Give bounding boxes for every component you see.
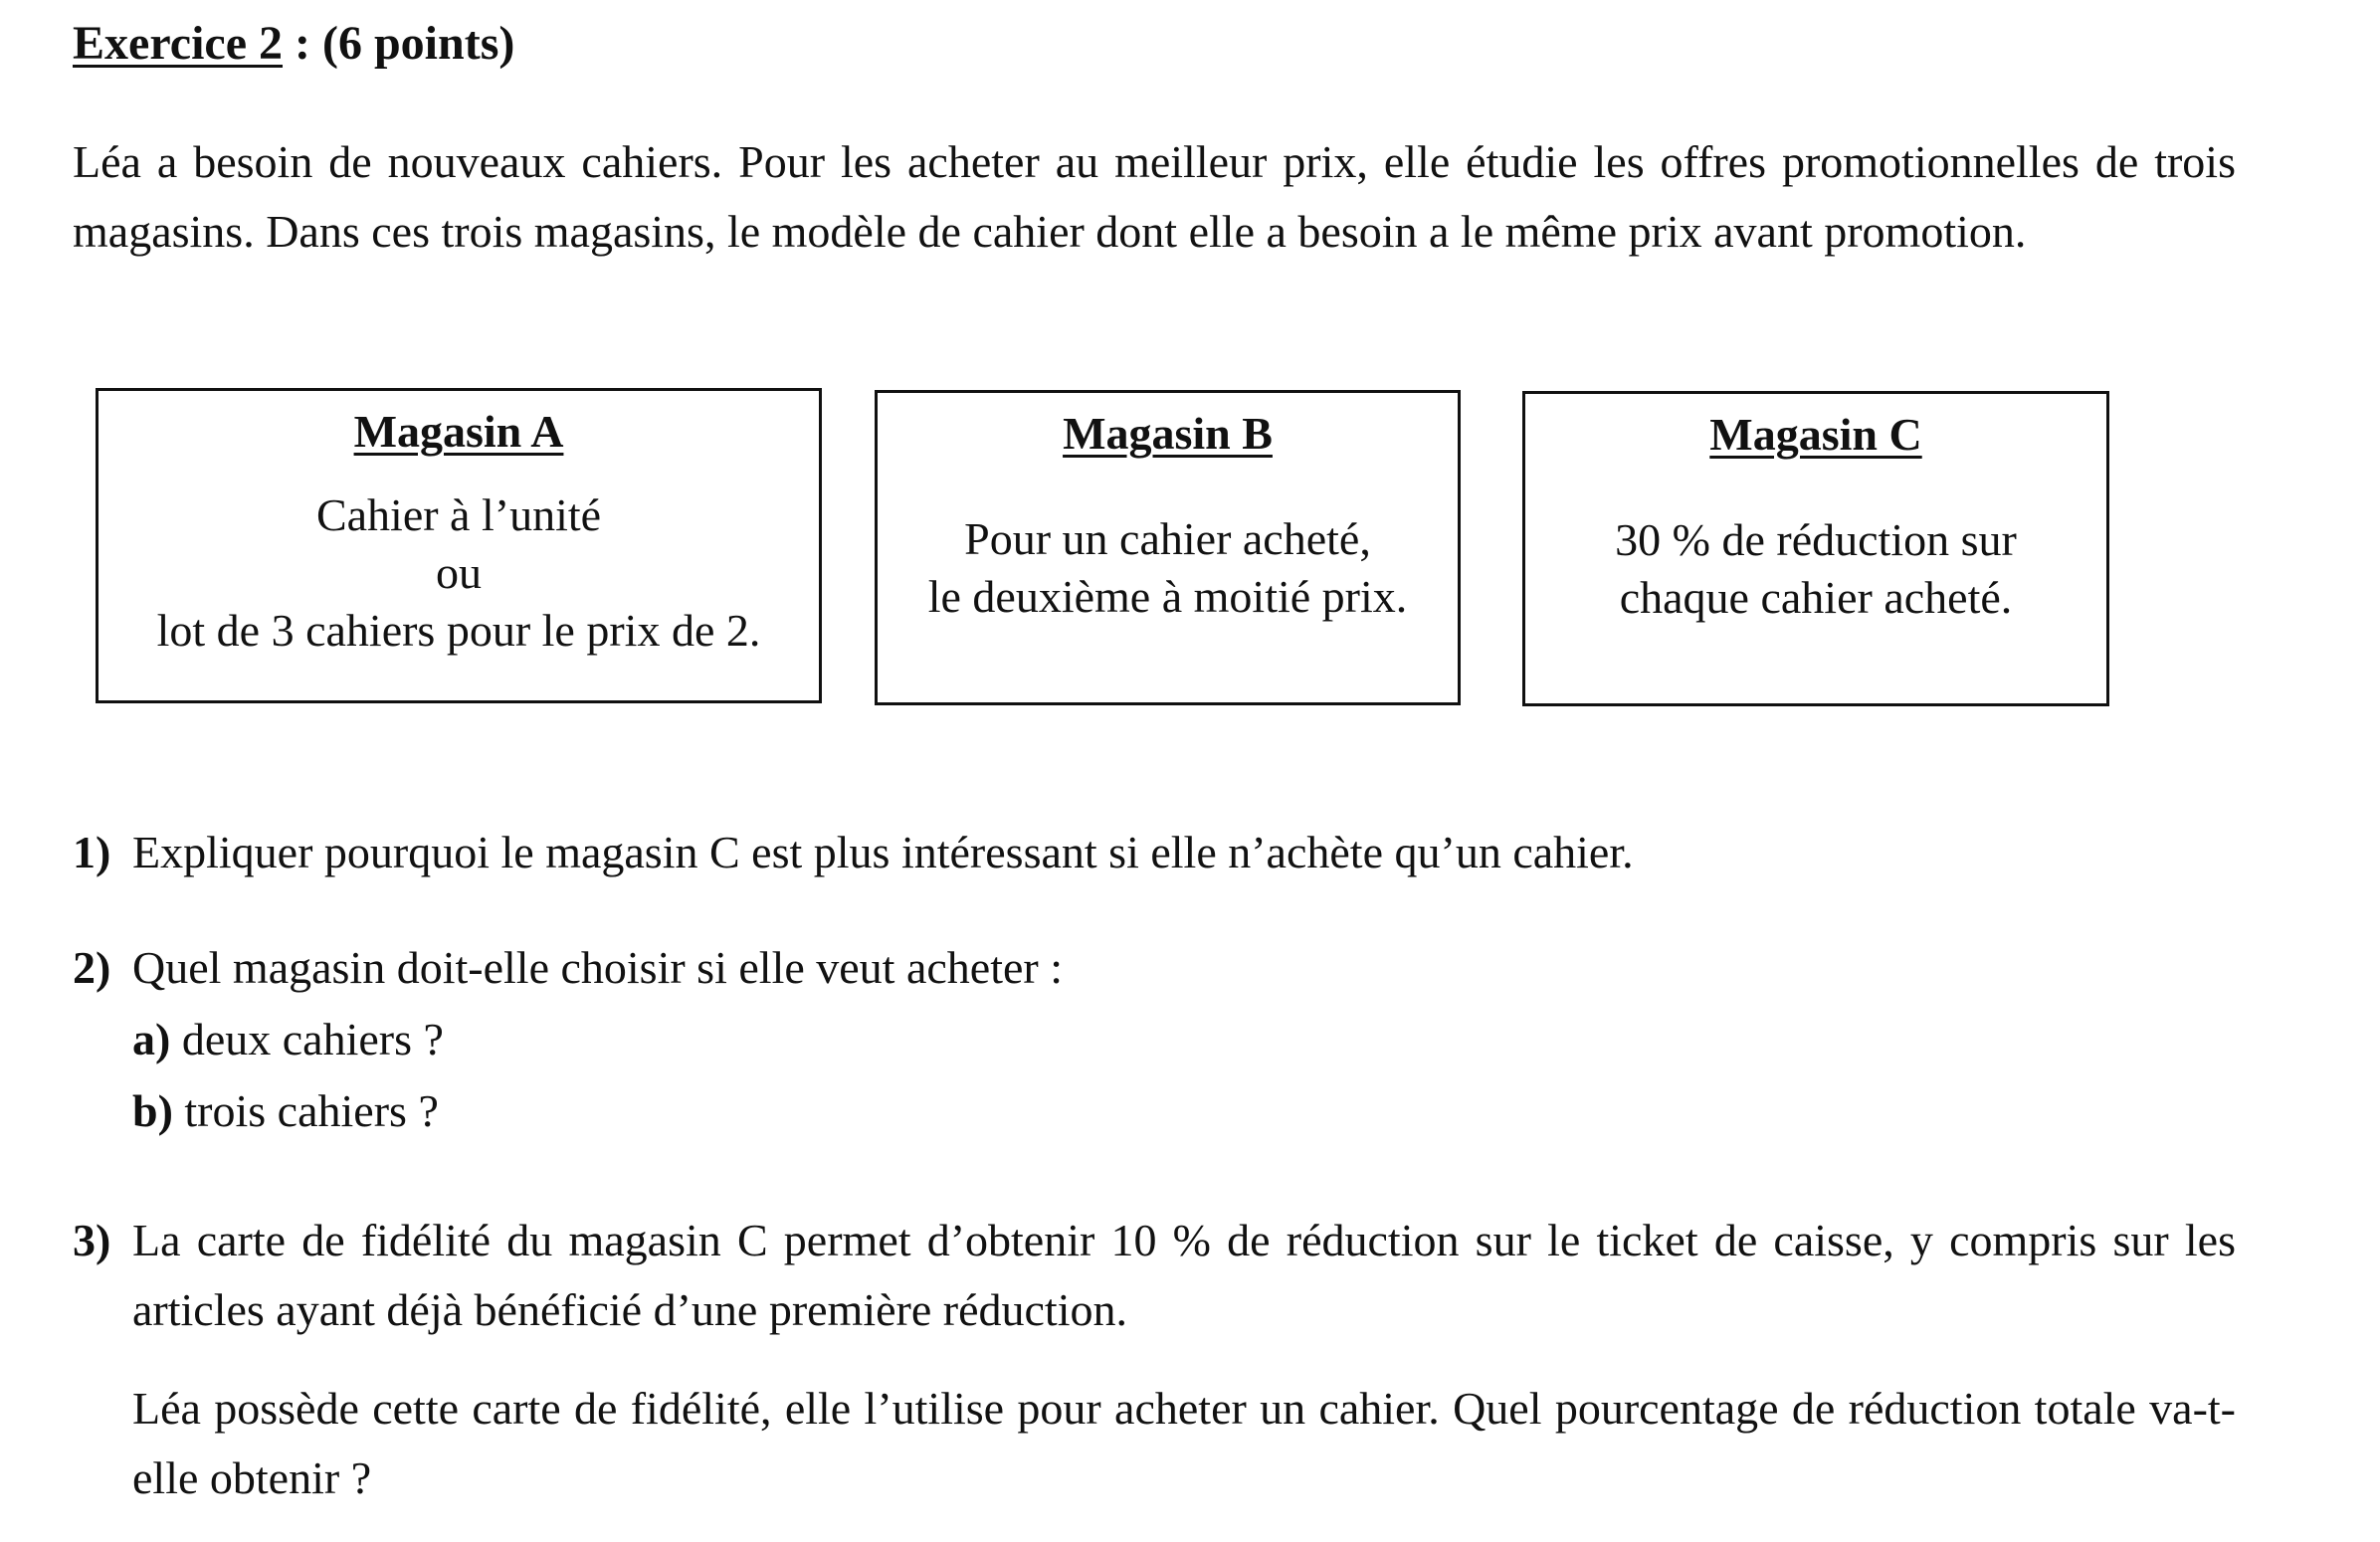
store-c-line-1: 30 % de réduction sur — [1615, 514, 2017, 565]
store-b-offer — [878, 510, 1458, 626]
store-box-a — [96, 388, 822, 703]
question-2b — [132, 1076, 439, 1146]
exercise-points: : (6 points) — [283, 17, 515, 70]
question-3-number: 3) — [73, 1215, 111, 1265]
store-b-line-1: Pour un cahier acheté, — [964, 513, 1371, 564]
exercise-title: Exercice 2 — [73, 17, 284, 70]
store-a-line-1: Cahier à l’unité — [315, 489, 602, 540]
question-3 — [73, 1206, 2236, 1345]
store-a-title: Magasin A — [353, 406, 564, 457]
question-2 — [73, 933, 1063, 1003]
question-2a-text: deux cahiers ? — [181, 1014, 444, 1064]
store-box-b — [875, 390, 1461, 705]
question-2b-label: b) — [132, 1085, 173, 1136]
question-3-followup: Léa possède cette carte de fidélité, elle l’utilise pour acheter un cahier. Quel pourcentage de réduction totale va-t-elle obtenir ? — [132, 1383, 2236, 1503]
question-1-text: Expliquer pourquoi le magasin C est plus intéressant si elle n’achète qu’un cahier. — [132, 827, 1634, 877]
store-b-line-2: le deuxième à moitié prix. — [927, 571, 1408, 622]
question-1 — [73, 818, 1634, 887]
question-2b-text: trois cahiers ? — [184, 1085, 439, 1136]
question-2-number: 2) — [73, 942, 111, 993]
store-box-c — [1522, 391, 2109, 706]
store-a-offer — [99, 486, 819, 660]
question-1-number: 1) — [73, 827, 111, 877]
question-2a-label: a) — [132, 1014, 171, 1064]
store-a-line-3: lot de 3 cahiers pour le prix de 2. — [156, 605, 761, 656]
store-b-title: Magasin B — [1063, 408, 1273, 459]
intro-paragraph: Léa a besoin de nouveaux cahiers. Pour les acheter au meilleur prix, elle étudie les offres promotionnelles de trois magasins. Dans ces trois magasins, le modèle de cahier dont elle a besoin a le même prix avant promotion. — [73, 136, 2236, 257]
exercise-heading — [73, 14, 514, 74]
question-3-text: La carte de fidélité du magasin C permet d’obtenir 10 % de réduction sur le ticket de caisse, y compris sur les articles ayant déjà bénéficié d’une première réduction. — [132, 1215, 2236, 1335]
question-2-text: Quel magasin doit-elle choisir si elle veut acheter : — [132, 942, 1064, 993]
store-a-line-2: ou — [436, 547, 482, 598]
store-c-title: Magasin C — [1709, 409, 1922, 460]
store-c-offer — [1525, 511, 2106, 627]
store-c-line-2: chaque cahier acheté. — [1619, 572, 2013, 623]
question-2a — [132, 1005, 444, 1074]
